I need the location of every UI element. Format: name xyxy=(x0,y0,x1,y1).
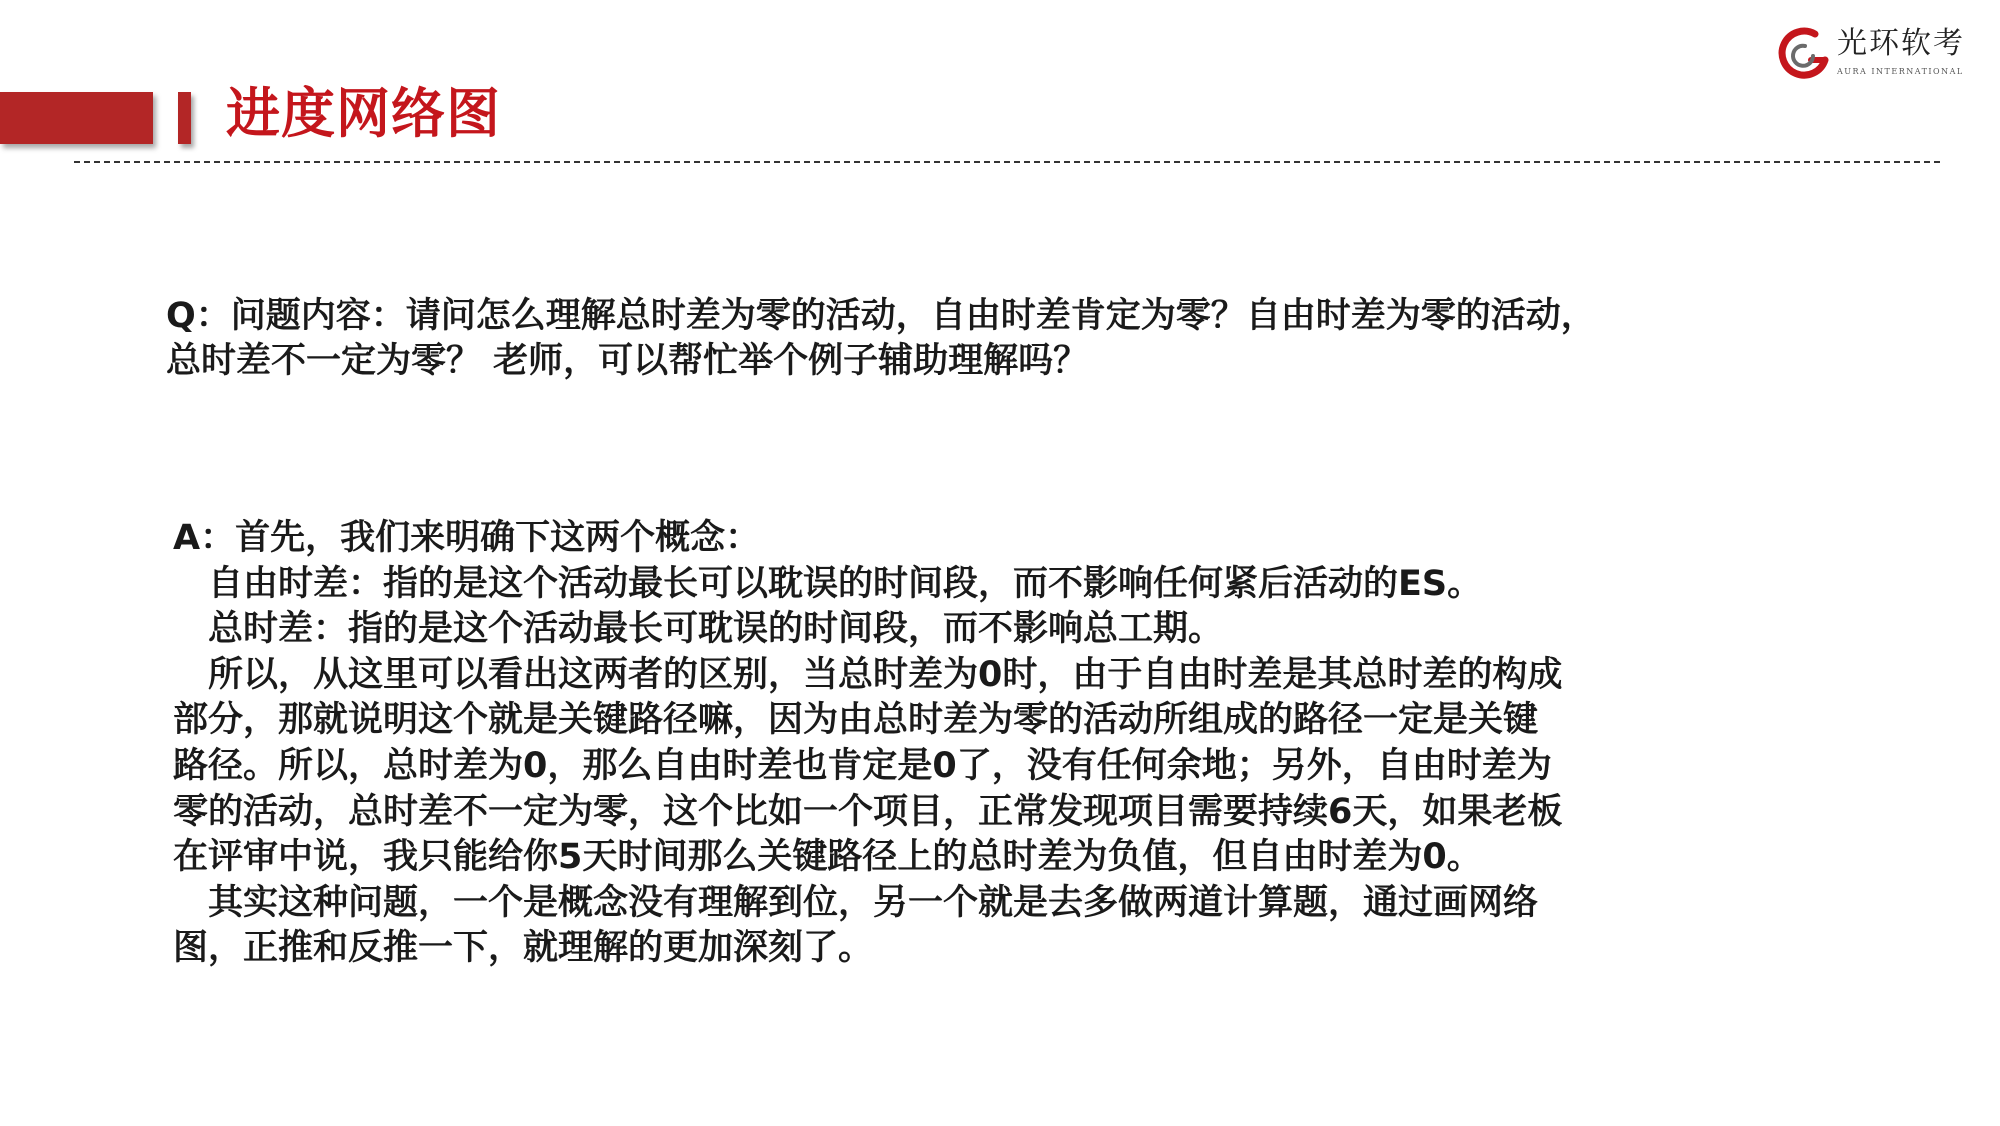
question-line: 总时差不一定为零？ 老师，可以帮忙举个例子辅助理解吗？ xyxy=(166,341,1089,381)
answer-line: 所以，从这里可以看出这两者的区别，当总时差为0时，由于自由时差是其总时差的构成 xyxy=(208,654,1563,695)
logo-name: 光环软考 xyxy=(1837,26,1965,61)
page-title: 进度网络图 xyxy=(226,82,501,145)
answer-line: 自由时差：指的是这个活动最长可以耽误的时间段，而不影响任何紧后活动的ES。 xyxy=(208,563,1483,604)
answer-block xyxy=(173,516,1913,972)
answer-line: 其实这种问题，一个是概念没有理解到位，另一个就是去多做两道计算题，通过画网络 xyxy=(208,882,1539,923)
logo-subtitle: AURA INTERNATIONAL xyxy=(1837,67,1964,76)
logo xyxy=(1775,24,1975,84)
header-accent-tick xyxy=(178,92,191,144)
question-block xyxy=(166,294,1906,384)
answer-line: 部分，那就说明这个就是关键路径嘛，因为由总时差为零的活动所组成的路径一定是关键 xyxy=(173,700,1539,741)
answer-line: 在评审中说，我只能给你5天时间那么关键路径上的总时差为负值，但自由时差为0。 xyxy=(173,837,1482,878)
question-line: Q：问题内容：请问怎么理解总时差为零的活动，自由时差肯定为零？自由时差为零的活动， xyxy=(166,296,1596,336)
header-accent-bar xyxy=(0,92,153,144)
header-divider xyxy=(74,161,1940,163)
answer-line: 图，正推和反推一下，就理解的更加深刻了。 xyxy=(173,928,874,969)
answer-line: 零的活动，总时差不一定为零，这个比如一个项目，正常发现项目需要持续6天，如果老板 xyxy=(173,791,1563,832)
answer-line: A：首先，我们来明确下这两个概念： xyxy=(173,518,761,558)
answer-line: 路径。所以，总时差为0，那么自由时差也肯定是0了，没有任何余地；另外，自由时差为 xyxy=(173,745,1552,786)
swirl-logo-icon xyxy=(1775,26,1831,82)
answer-line: 总时差：指的是这个活动最长可耽误的时间段，而不影响总工期。 xyxy=(208,609,1224,650)
